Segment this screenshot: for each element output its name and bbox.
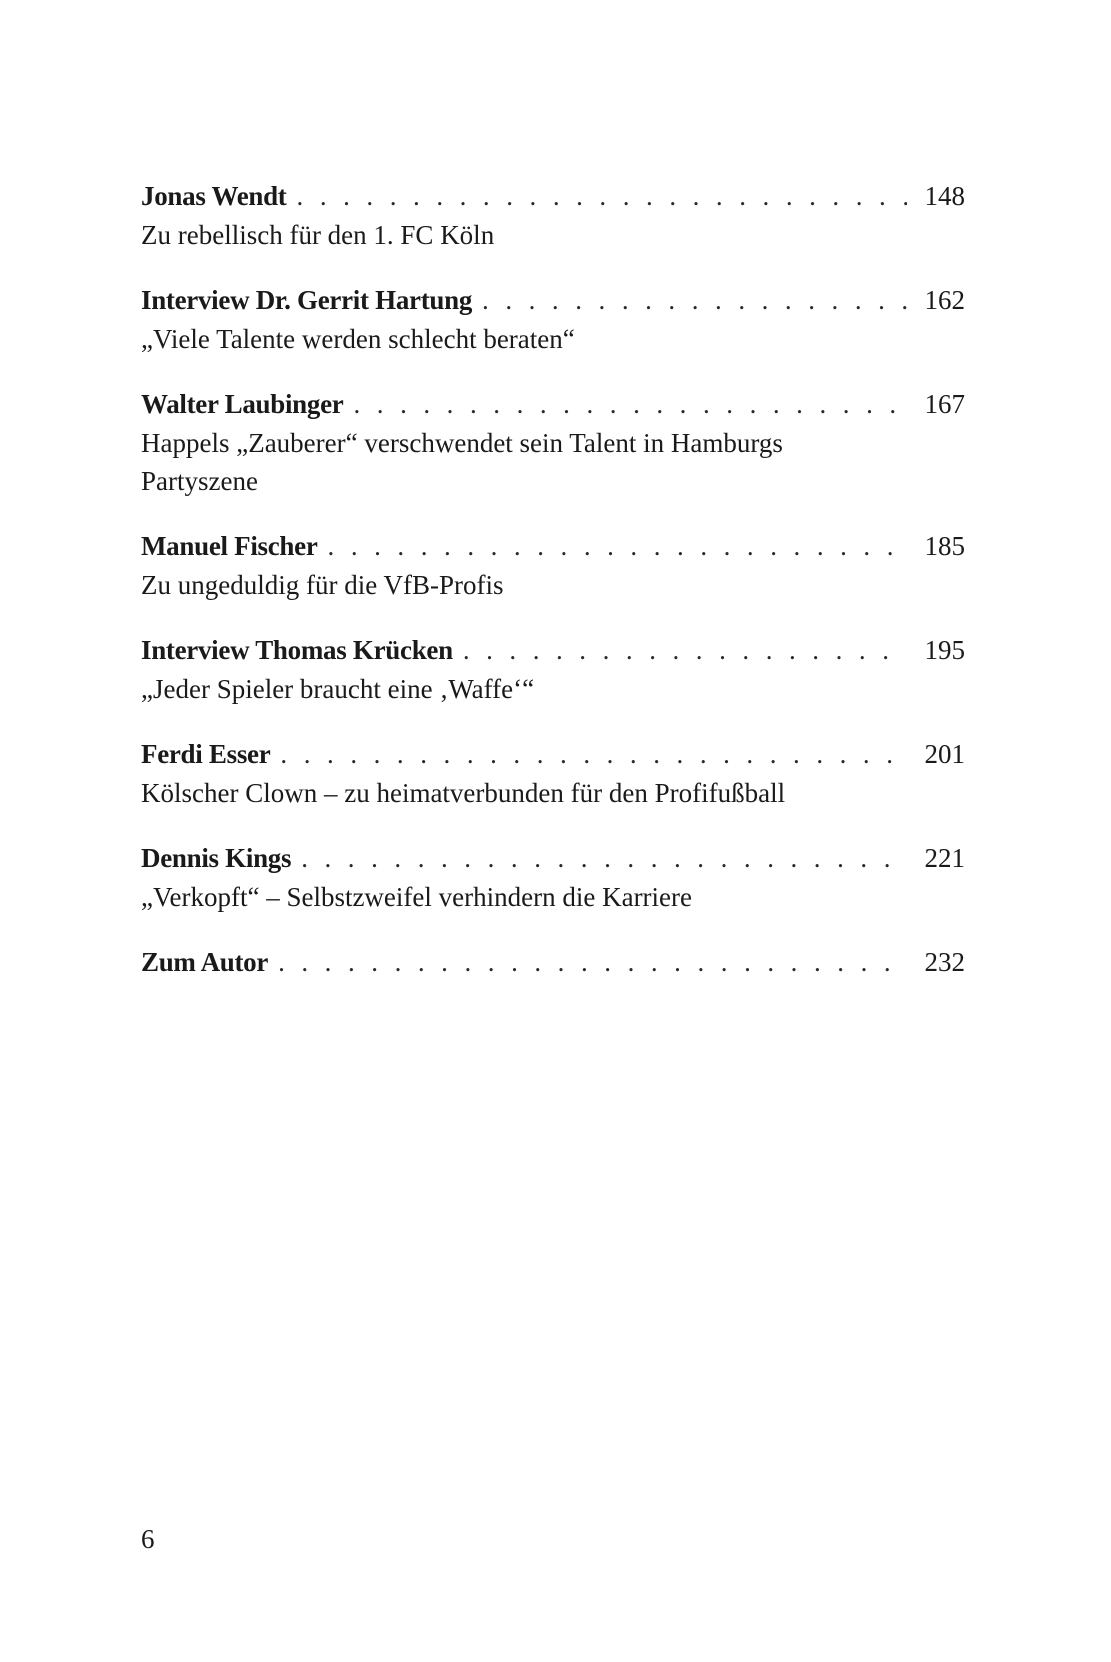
dot-leader [353, 384, 907, 424]
toc-entry-title: Jonas Wendt [141, 181, 287, 211]
toc-entry [141, 526, 965, 604]
toc-entry-subtitle: „Verkopft“ – Selbstzweifel verhindern die Karriere [141, 882, 693, 912]
toc-entry-subtitle: Kölscher Clown – zu heimatverbunden für den Profifußball [141, 778, 786, 808]
toc-entry-line [141, 838, 965, 878]
table-of-contents [141, 176, 965, 1008]
dot-leader [278, 942, 907, 982]
toc-entry-title: Walter Laubinger [141, 389, 344, 419]
toc-entry-line [141, 942, 965, 982]
dot-leader [280, 734, 907, 774]
toc-entry-line [141, 630, 965, 670]
page-number: 6 [141, 1524, 155, 1554]
toc-entry-subtitle: Zu ungeduldig für die VfB-Profis [141, 570, 504, 600]
toc-entry-line [141, 384, 965, 424]
toc-entry [141, 942, 965, 982]
toc-entry [141, 176, 965, 254]
toc-entry [141, 734, 965, 812]
toc-entry-subtitle: Zu rebellisch für den 1. FC Köln [141, 220, 495, 250]
toc-entry-title: Interview Thomas Krücken [141, 635, 453, 665]
dot-leader [463, 630, 907, 670]
toc-entry-title: Zum Autor [141, 947, 269, 977]
toc-entry-subtitle: „Jeder Spieler braucht eine ‚Waffe‘“ [141, 674, 535, 704]
toc-entry-title: Manuel Fischer [141, 531, 318, 561]
toc-entry-line [141, 734, 965, 774]
toc-entry-subtitle: Happels „Zauberer“ verschwendet sein Talent in Hamburgs Partyszene [141, 428, 783, 496]
toc-page-number: 185 [924, 531, 965, 561]
dot-leader [328, 526, 907, 566]
toc-page-number: 201 [924, 739, 965, 769]
toc-entry [141, 838, 965, 916]
toc-page-number: 195 [924, 635, 965, 665]
toc-entry-line [141, 526, 965, 566]
toc-page-number: 148 [924, 181, 965, 211]
toc-page-number: 221 [924, 843, 965, 873]
dot-leader [297, 176, 907, 216]
toc-entry [141, 384, 965, 500]
dot-leader [301, 838, 907, 878]
toc-entry-subtitle: „Viele Talente werden schlecht beraten“ [141, 324, 575, 354]
toc-entry-line [141, 280, 965, 320]
toc-page-number: 167 [924, 389, 965, 419]
toc-entry-title: Interview Dr. Gerrit Hartung [141, 285, 473, 315]
toc-page-number: 232 [924, 947, 965, 977]
toc-entry [141, 630, 965, 708]
toc-entry-line [141, 176, 965, 216]
dot-leader [482, 280, 907, 320]
toc-entry-title: Dennis Kings [141, 843, 292, 873]
toc-entry-title: Ferdi Esser [141, 739, 271, 769]
toc-entry [141, 280, 965, 358]
toc-page-number: 162 [924, 285, 965, 315]
